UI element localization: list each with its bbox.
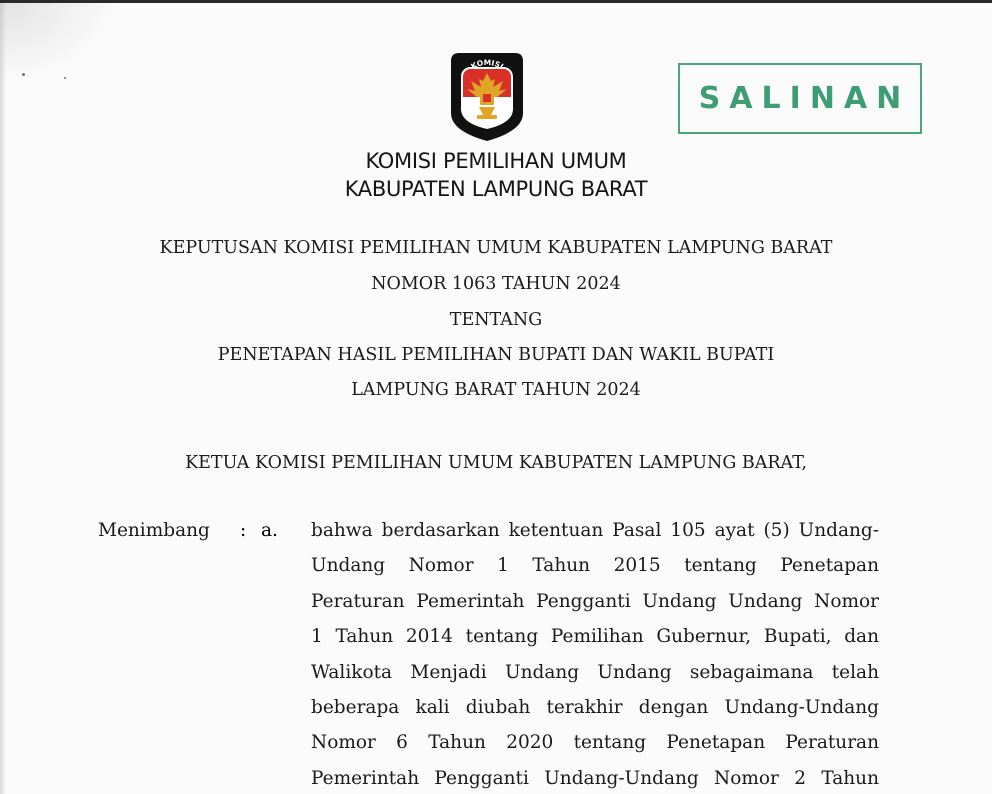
menimbang-item-letter: a. bbox=[261, 520, 278, 541]
issuer-line: KETUA KOMISI PEMILIHAN UMUM KABUPATEN LAMPUNG BARAT, bbox=[185, 453, 807, 473]
salinan-stamp bbox=[678, 63, 922, 134]
decree-about: TENTANG bbox=[449, 310, 543, 330]
paragraph-line: Pemerintah Pengganti Undang-Undang Nomor 2 Tahun bbox=[311, 767, 879, 789]
logo-text-top: KOMISI bbox=[469, 57, 505, 72]
logo-text-bottom: PEMILIHAN UMUM bbox=[458, 104, 516, 128]
decree-title: KEPUTUSAN KOMISI PEMILIHAN UMUM KABUPATEN LAMPUNG BARAT bbox=[159, 238, 833, 258]
institution-name: KOMISI PEMILIHAN UMUM bbox=[365, 149, 627, 173]
menimbang-label: Menimbang bbox=[98, 520, 210, 541]
paragraph-line: Nomor 6 Tahun 2020 tentang Penetapan Peraturan bbox=[311, 732, 879, 754]
paragraph-line: Peraturan Pemerintah Pengganti Undang Undang Nomor bbox=[311, 590, 879, 612]
paragraph-line: beberapa kali diubah terakhir dengan Undang-Undang bbox=[311, 696, 879, 718]
paragraph-line: bahwa berdasarkan ketentuan Pasal 105 ayat (5) Undang- bbox=[311, 520, 879, 541]
menimbang-colon: : bbox=[240, 520, 247, 541]
decree-subject-line1: PENETAPAN HASIL PEMILIHAN BUPATI DAN WAKIL BUPATI bbox=[217, 345, 775, 365]
paragraph-line: Undang Nomor 1 Tahun 2015 tentang Penetapan bbox=[311, 555, 879, 577]
institution-region: KABUPATEN LAMPUNG BARAT bbox=[344, 177, 648, 201]
paragraph-line: Walikota Menjadi Undang Undang sebagaimana telah bbox=[311, 661, 879, 683]
menimbang-paragraph bbox=[311, 520, 879, 794]
scan-speck bbox=[64, 77, 66, 79]
decree-subject-line2: LAMPUNG BARAT TAHUN 2024 bbox=[351, 380, 641, 400]
kpu-logo-icon bbox=[447, 51, 527, 143]
decree-number: NOMOR 1063 TAHUN 2024 bbox=[371, 274, 621, 294]
scan-speck bbox=[22, 73, 25, 76]
paragraph-line: 1 Tahun 2014 tentang Pemilihan Gubernur, Bupati, dan bbox=[311, 626, 879, 648]
stamp-text: SALINAN bbox=[698, 81, 911, 116]
scan-smudge bbox=[0, 3, 120, 83]
